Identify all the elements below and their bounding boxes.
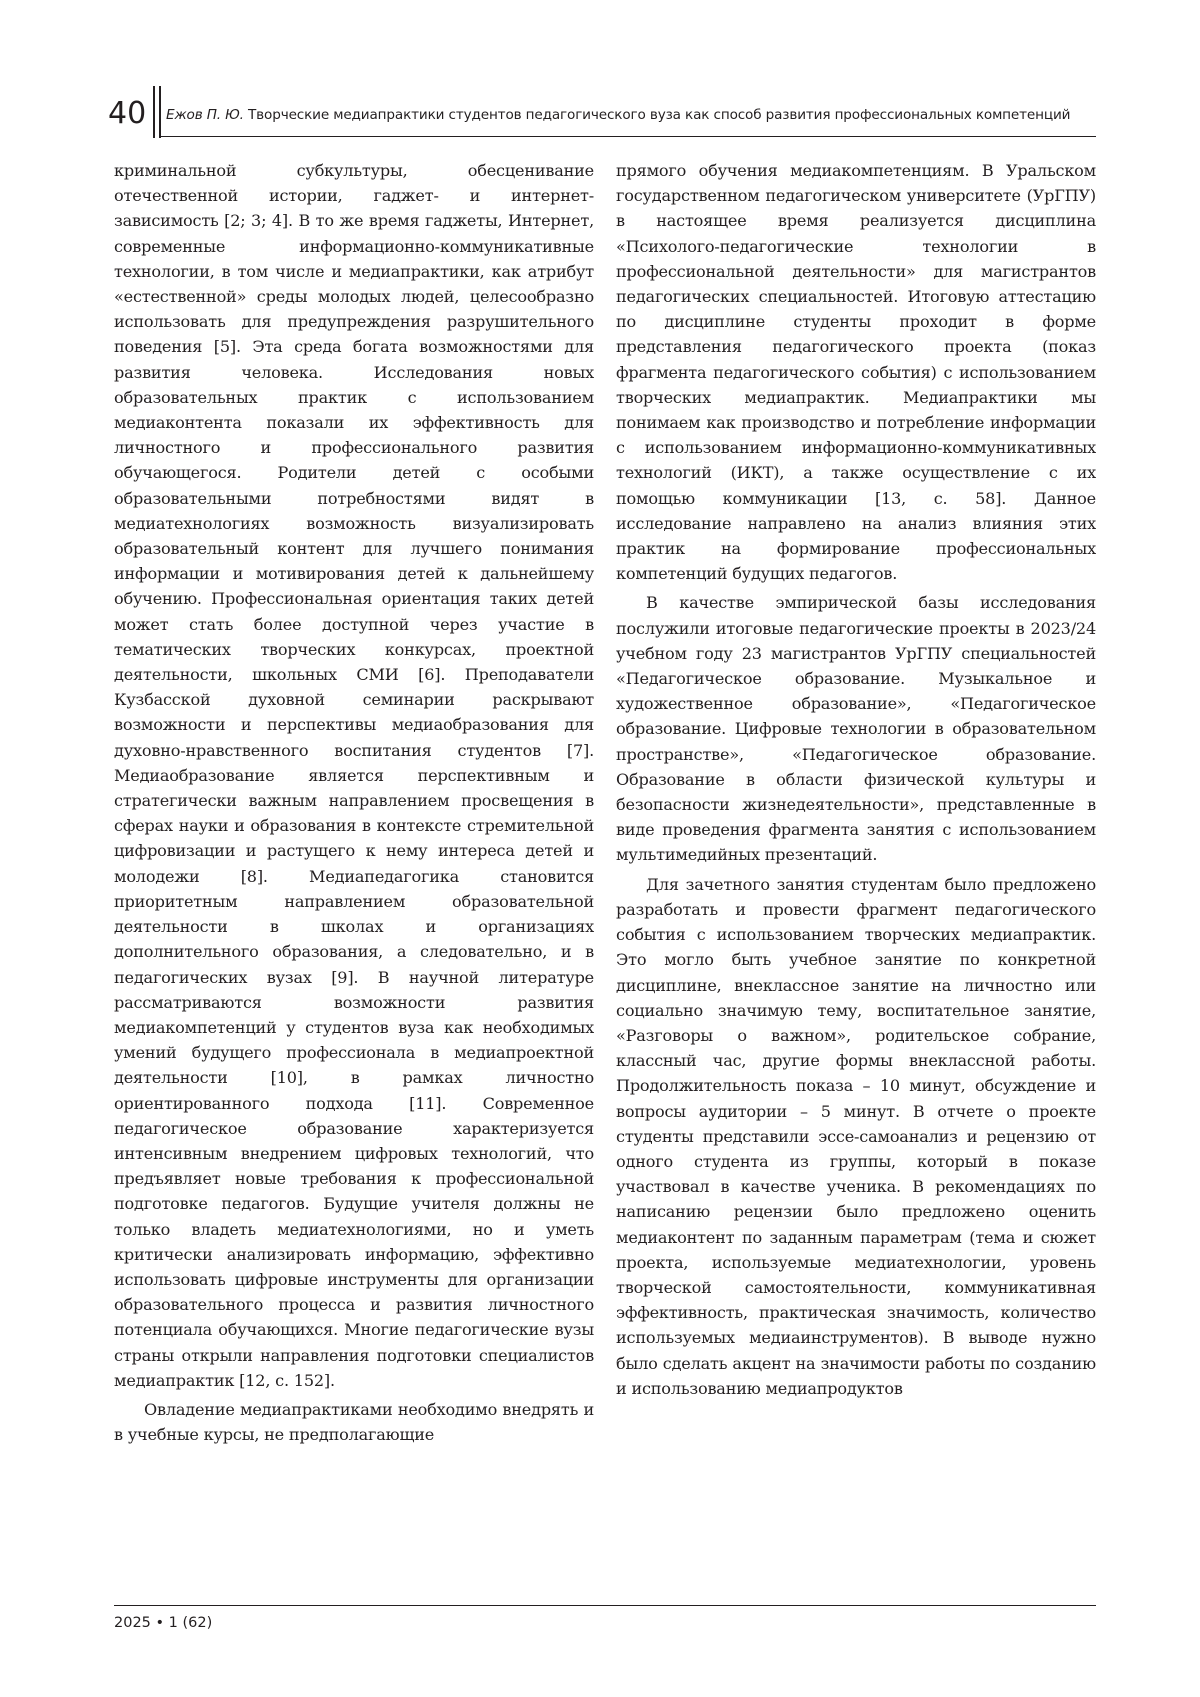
header-vertical-rule <box>153 86 155 138</box>
paragraph: криминальной субкультуры, обесценивание отечественной истории, гаджет- и интернет-зависимость [2; 3; 4]. В то же время гаджеты, Интернет, современные информационно-коммуникативные технологии, в том числе и медиапрактики, как атрибут «естественной» среды молодых людей, целесообразно использовать для предупреждения разрушительного поведения [5]. Эта среда богата возможностями для развития человека. Исследования новых образовательных практик с использованием медиаконтента показали их эффективность для личностного и профессионального развития обучающегося. Родители детей с особыми образовательными потребностями видят в медиатехнологиях возможность визуализировать образовательный контент для лучшего понимания информации и мотивирования детей к дальнейшему обучению. Профессиональная ориентация таких детей может стать более доступной через участие в тематических творческих конкурсах, проектной деятельности, школьных СМИ [6]. Преподаватели Кузбасской духовной семинарии раскрывают возможности и перспективы медиаобразования для духовно-нравственного воспитания студентов [7]. Медиаобразование является перспективным и стратегически важным направлением просвещения в сферах науки и образования в контексте стремительной цифровизации и растущего к нему интереса детей и молодежи [8]. Медиапедагогика становится приоритетным направлением образовательной деятельности в школах и организациях дополнительного образования, а следовательно, и в педагогических вузах [9]. В научной литературе рассматриваются возможности развития медиакомпетенций у студентов вуза как необходимых умений будущего профессионала в медиапроектной деятельности [10], в рамках личностно ориентированного подхода [11]. Современное педагогическое образование характеризуется интенсивным внедрением цифровых технологий, что предъявляет новые требования к профессиональной подготовке педагогов. Будущие учителя должны не только владеть медиатехнологиями, но и уметь критически анализировать информацию, эффективно использовать цифровые инструменты для организации образовательного процесса и развития личностного потенциала обучающихся. Многие педагогические вузы страны открыли направления подготовки специалистов медиапрактик [12, с. 152]. <box>114 161 594 1390</box>
page-number: 40 <box>108 96 147 131</box>
paragraph: прямого обучения медиакомпетенциям. В Уральском государственном педагогическом университете (УрГПУ) в настоящее время реализуется дисциплина «Психолого-педагогические технологии в профессиональной деятельности» для магистрантов педагогических специальностей. Итоговую аттестацию по дисциплине студенты проходит в форме представления педагогического проекта (показ фрагмента педагогического события) с использованием творческих медиапрактик. Медиапрактики мы понимаем как производство и потребление информации с использованием информационно-коммуникативных технологий (ИКТ), а также осуществление с их помощью коммуникации [13, с. 58]. Данное исследование направлено на анализ влияния этих практик на формирование профессиональных компетенций будущих педагогов. <box>616 161 1096 584</box>
paragraph: Овладение медиапрактиками необходимо внедрять и в учебные курсы, не предполагающие <box>114 1399 594 1445</box>
paragraph: В качестве эмпирической базы исследования послужили итоговые педагогические проекты в 2023/24 учебном году 23 магистрантов УрГПУ специальностей «Педагогическое образование. Музыкальное и художественное образование», «Педагогическое образование. Цифровые технологии в образовательном пространстве», «Педагогическое образование. Образование в области физической культуры и безопасности жизнедеятельности», представленные в виде проведения фрагмента занятия с использованием мультимедийных презентаций. <box>616 593 1096 865</box>
header-vertical-rule <box>159 86 161 138</box>
left-column <box>114 158 594 1447</box>
header-horizontal-rule <box>160 136 1096 137</box>
running-head-author: Ежов П. Ю. <box>166 107 244 123</box>
running-head <box>166 104 1096 126</box>
paragraph: Для зачетного занятия студентам было предложено разработать и провести фрагмент педагогического события с использованием творческих медиапрактик. Это могло быть учебное занятие по конкретной дисциплине, внеклассное занятие на личностно или социально значимую тему, воспитательное занятие, «Разговоры о важном», родительское собрание, классный час, другие формы внеклассной работы. Продолжительность показа – 10 минут, обсуждение и вопросы аудитории – 5 минут. В отчете о проекте студенты представили эссе-самоанализ и рецензию от одного студента из группы, который в показе участвовал в качестве ученика. В рекомендациях по написанию рецензии было предложено оценить медиаконтент по заданным параметрам (тема и сюжет проекта, используемые медиатехнологии, уровень творческой самостоятельности, коммуникативная эффективность, практическая значимость, количество используемых медиаинструментов). В выводе нужно было сделать акцент на значимости работы по созданию и использованию медиапродуктов <box>616 874 1096 1398</box>
issue-number: 2025 • 1 (62) <box>114 1615 213 1631</box>
footer-rule <box>114 1605 1096 1606</box>
right-column <box>616 158 1096 1401</box>
running-head-title: Творческие медиапрактики студентов педагогического вуза как способ развития профессиональных компетенций <box>248 107 1071 123</box>
